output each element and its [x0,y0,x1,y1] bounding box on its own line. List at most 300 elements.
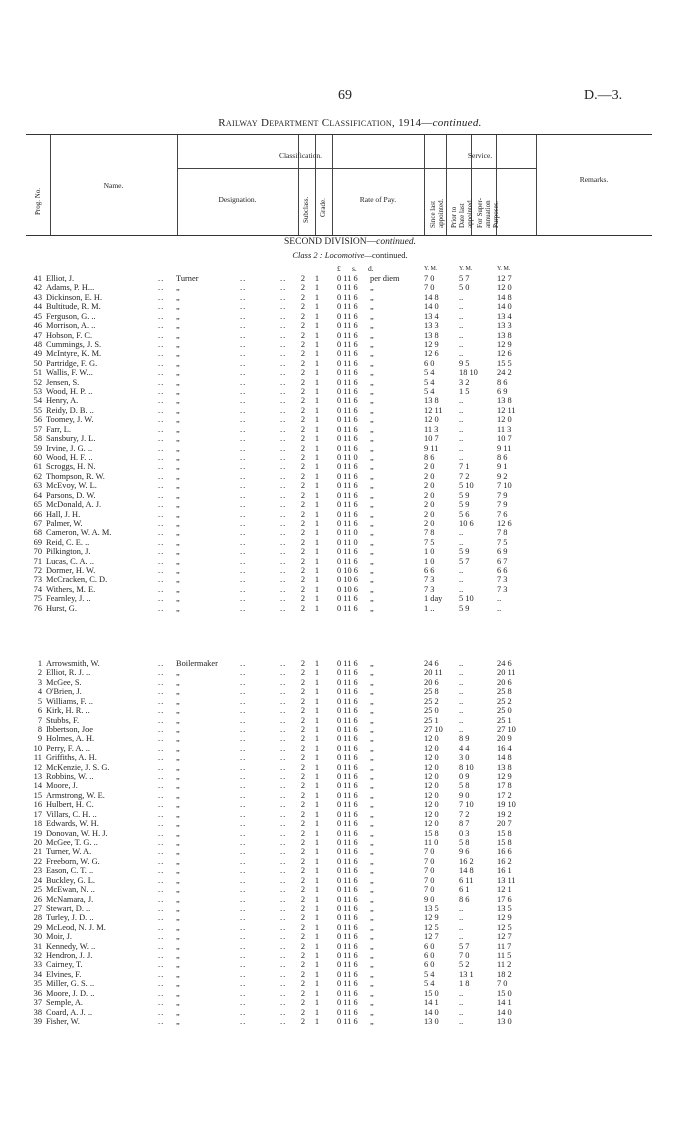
prog-no: 4 [37,687,42,697]
prog-no: 20 [33,837,42,847]
service-since-last: 7 8 [424,528,435,538]
service-superannuation: 7 5 [497,537,508,547]
grade: 1 [314,809,320,819]
prog-no: 2 [37,668,42,678]
leader-dots: .. [158,462,165,472]
employee-name: McGee, T. G. .. [46,837,98,847]
service-since-last: 9 0 [424,894,435,904]
service-prior-to: .. [459,913,464,923]
employee-name: Adams, P. H... [46,283,95,293]
pay-period: „ [370,998,374,1008]
service-superannuation: 6 9 [497,547,508,557]
employee-name: Griffiths, A. H. [46,753,97,763]
service-since-last: 6 0 [424,960,435,970]
designation: „ [176,677,180,687]
service-since-last: 20 11 [424,668,443,678]
leader-dots: .. [240,283,247,293]
employee-name: Palmer, W. [46,518,83,528]
prog-no: 55 [33,405,42,415]
service-prior-to: 3 0 [459,753,470,763]
designation: „ [176,292,180,302]
employee-name: Moir, J. [46,932,72,942]
employee-name: Fisher, W. [46,1016,80,1026]
pay-period: „ [370,809,374,819]
leader-dots: .. [240,951,247,961]
designation: „ [176,311,180,321]
table-row [0,913,700,922]
prog-no: 7 [37,715,42,725]
grade: 1 [314,922,320,932]
rate-of-pay: 0 11 6 [337,547,358,557]
service-since-last: 12 0 [424,790,439,800]
rate-of-pay: 0 11 6 [337,659,358,668]
service-superannuation: 7 10 [497,481,512,491]
service-superannuation: 8 6 [497,377,508,387]
leader-dots: .. [280,471,287,481]
designation-header: Designation. [218,195,257,204]
prog-no: 3 [37,677,42,687]
service-prior-to: .. [459,330,464,340]
grade: 1 [314,847,320,857]
leader-dots: .. [240,358,247,368]
service-prior-to: .. [459,292,464,302]
prog-no: 27 [33,903,42,913]
employee-name: Moore, J. [46,781,78,791]
employee-name: Elliot, R. J. .. [46,668,91,678]
table-row [0,810,700,819]
leader-dots: .. [240,396,247,406]
designation: „ [176,781,180,791]
service-prior-to: .. [459,998,464,1008]
designation: „ [176,330,180,340]
prog-no: 43 [33,292,42,302]
pay-period: „ [370,960,374,970]
service-since-last: 12 9 [424,913,439,923]
pay-period: „ [370,311,374,321]
prog-no: 64 [33,490,42,500]
pay-period: „ [370,405,374,415]
leader-dots: .. [280,415,287,425]
pay-period: „ [370,828,374,838]
subclass: 2 [300,462,306,472]
employee-name: Wood, H. F. .. [46,452,93,462]
pay-period: „ [370,537,374,547]
grade: 1 [314,856,320,866]
pay-period: „ [370,1016,374,1026]
employee-name: Morrison, A. .. [46,321,96,331]
grade: 1 [314,405,320,415]
table-row [0,349,700,358]
service-since-last: 25 1 [424,715,439,725]
employee-name: Holmes, A. H. [46,734,95,744]
rate-of-pay: 0 11 6 [337,387,358,397]
grade: 1 [314,292,320,302]
prog-no: 26 [33,894,42,904]
grade: 1 [314,434,320,444]
leader-dots: .. [280,377,287,387]
prog-no: 67 [33,518,42,528]
prog-no: 53 [33,387,42,397]
rate-of-pay: 0 11 6 [337,866,358,876]
title-main: Railway Department Classification, 1914— [218,117,433,129]
grade: 1 [314,339,320,349]
service-since-last: 7 0 [424,885,435,895]
rate-of-pay: 0 10 6 [337,566,358,576]
service-since-last: 9 11 [424,443,439,453]
leader-dots: .. [158,715,165,725]
employee-name: McEwan, N. .. [46,885,95,895]
designation: „ [176,668,180,678]
years-months-unit-2: Y. M. [459,266,473,272]
leader-dots: .. [280,311,287,321]
table-row [0,312,700,321]
subclass: 2 [300,885,306,895]
subclass: 2 [300,518,306,528]
subclass: 2 [300,894,306,904]
grade: 1 [314,1007,320,1017]
prog-no: 5 [37,696,42,706]
leader-dots: .. [158,998,165,1008]
subclass: 2 [300,274,306,283]
remarks-header: Remarks. [579,175,609,184]
service-prior-to: 5 8 [459,781,470,791]
pounds-unit: £ [337,264,341,273]
table-row [0,425,700,434]
leader-dots: .. [240,330,247,340]
service-superannuation: 10 7 [497,434,512,444]
table-row [0,575,700,584]
prog-no: 28 [33,913,42,923]
subclass: 2 [300,311,306,321]
employee-name: Hobson, F. C. [46,330,93,340]
grade: 1 [314,556,320,566]
rate-of-pay: 0 11 0 [337,537,358,547]
page-number: 69 [338,88,352,103]
designation: „ [176,837,180,847]
shillings-unit: s. [352,264,357,273]
leader-dots: .. [280,668,287,678]
designation: Boilermaker [176,659,218,668]
employee-name: Hurst, G. [46,603,77,613]
table-row [0,274,700,283]
service-prior-to: 5 10 [459,481,474,491]
rate-of-pay: 0 11 6 [337,903,358,913]
employee-name: O'Brien, J. [46,687,82,697]
grade: 1 [314,866,320,876]
leader-dots: .. [280,969,287,979]
rate-of-pay: 0 11 0 [337,452,358,462]
subclass: 2 [300,998,306,1008]
service-since-last: 11 3 [424,424,439,434]
leader-dots: .. [240,434,247,444]
service-superannuation: 16 4 [497,743,512,753]
service-prior-to: 18 10 [459,368,478,378]
grade: 1 [314,941,320,951]
pay-period: per diem [370,274,400,283]
rate-of-pay: 0 11 6 [337,979,358,989]
leader-dots: .. [240,292,247,302]
prog-no: 48 [33,339,42,349]
pay-period: „ [370,575,374,585]
pay-period: „ [370,819,374,829]
service-superannuation: 20 7 [497,819,512,829]
designation: „ [176,518,180,528]
grade: 1 [314,998,320,1008]
leader-dots: .. [280,659,287,668]
grade: 1 [314,396,320,406]
pay-period: „ [370,875,374,885]
designation: „ [176,462,180,472]
leader-dots: .. [280,932,287,942]
prog-no: 31 [33,941,42,951]
leader-dots: .. [158,387,165,397]
designation: „ [176,603,180,613]
subclass: 2 [300,330,306,340]
leader-dots: .. [158,339,165,349]
leader-dots: .. [280,706,287,716]
rate-of-pay: 0 11 6 [337,556,358,566]
section-subtitle-continued: continued. [371,250,408,260]
leader-dots: .. [158,724,165,734]
table-row [0,557,700,566]
pay-period: „ [370,490,374,500]
employee-name: McEvoy, W. L. [46,481,97,491]
designation: „ [176,913,180,923]
page-title [0,117,700,129]
employee-name: Wood, H. P. .. [46,387,93,397]
leader-dots: .. [158,547,165,557]
rate-of-pay: 0 11 6 [337,424,358,434]
leader-dots: .. [240,800,247,810]
leader-dots: .. [280,781,287,791]
prog-no: 72 [33,566,42,576]
service-since-last: 13 5 [424,903,439,913]
grade: 1 [314,518,320,528]
leader-dots: .. [280,274,287,283]
table-row [0,819,700,828]
rate-of-pay: 0 11 6 [337,462,358,472]
pay-period: „ [370,547,374,557]
leader-dots: .. [280,396,287,406]
subclass: 2 [300,481,306,491]
subclass: 2 [300,434,306,444]
subclass: 2 [300,781,306,791]
leader-dots: .. [280,283,287,293]
pay-period: „ [370,518,374,528]
rate-of-pay-header: Rate of Pay. [359,195,397,204]
table-row [0,547,700,556]
section-title-text: SECOND DIVISION— [284,237,377,247]
employee-name: Moore, J. D. .. [46,988,95,998]
rate-of-pay: 0 11 6 [337,941,358,951]
pay-period: „ [370,772,374,782]
leader-dots: .. [280,715,287,725]
leader-dots: .. [280,500,287,510]
employee-name: Ibbertson, Joe [46,724,93,734]
subclass: 2 [300,668,306,678]
table-row [0,998,700,1007]
table-row [0,378,700,387]
table-row [0,763,700,772]
service-since-last: 12 0 [424,772,439,782]
service-since-last: 7 0 [424,283,435,293]
leader-dots: .. [280,292,287,302]
leader-dots: .. [240,743,247,753]
leader-dots: .. [280,677,287,687]
designation: „ [176,481,180,491]
service-superannuation: 13 5 [497,903,512,913]
grade: 1 [314,875,320,885]
leader-dots: .. [280,800,287,810]
grade: 1 [314,274,320,283]
prog-no: 37 [33,998,42,1008]
subclass: 2 [300,490,306,500]
leader-dots: .. [240,969,247,979]
employee-name: Hendron, J. J. [46,951,93,961]
designation: „ [176,951,180,961]
service-superannuation: 16 1 [497,866,512,876]
table-row [0,942,700,951]
rate-of-pay: 0 11 6 [337,687,358,697]
service-prior-to: 9 0 [459,790,470,800]
grade: 1 [314,668,320,678]
pay-period: „ [370,443,374,453]
leader-dots: .. [280,1007,287,1017]
leader-dots: .. [280,462,287,472]
service-since-last: 2 0 [424,490,435,500]
service-superannuation: 7 3 [497,575,508,585]
leader-dots: .. [158,537,165,547]
service-superannuation: 13 11 [497,875,516,885]
leader-dots: .. [158,302,165,312]
table-row [0,716,700,725]
service-since-last: 2 0 [424,518,435,528]
prog-no: 45 [33,311,42,321]
grade: 1 [314,490,320,500]
pay-period: „ [370,1007,374,1017]
employee-name: Freeborn, W. G. [46,856,100,866]
prog-no: 51 [33,368,42,378]
rate-of-pay: 0 11 6 [337,594,358,604]
rate-of-pay: 0 11 6 [337,321,358,331]
pay-period: „ [370,330,374,340]
pay-period: „ [370,424,374,434]
grade: 1 [314,687,320,697]
employee-name: Dormer, H. W. [46,566,96,576]
prog-no: 8 [37,724,42,734]
employee-name: Turner, W. A. [46,847,92,857]
rate-of-pay: 0 11 6 [337,800,358,810]
service-superannuation: .. [497,594,502,604]
grade: 1 [314,537,320,547]
leader-dots: .. [158,415,165,425]
service-superannuation: 12 6 [497,518,512,528]
subclass: 2 [300,772,306,782]
rate-of-pay: 0 11 6 [337,856,358,866]
leader-dots: .. [280,753,287,763]
rate-of-pay: 0 11 6 [337,969,358,979]
service-prior-to: 6 1 [459,885,470,895]
service-prior-to: 8 6 [459,894,470,904]
leader-dots: .. [240,979,247,989]
service-prior-to: 16 2 [459,856,474,866]
subclass: 2 [300,575,306,585]
rate-of-pay: 0 11 6 [337,743,358,753]
grade: 1 [314,659,320,668]
employee-name: Perry, F. A. .. [46,743,90,753]
subclass: 2 [300,922,306,932]
designation: „ [176,547,180,557]
designation: „ [176,856,180,866]
designation: „ [176,932,180,942]
leader-dots: .. [280,490,287,500]
service-prior-to: .. [459,321,464,331]
grade: 1 [314,603,320,613]
service-since-last: 12 0 [424,415,439,425]
employee-name: Elvines, F. [46,969,82,979]
employee-name: Kennedy, W. .. [46,941,96,951]
table-row [0,283,700,292]
leader-dots: .. [280,1016,287,1026]
subclass: 2 [300,734,306,744]
prog-no: 75 [33,594,42,604]
service-superannuation: 25 2 [497,696,512,706]
leader-dots: .. [240,490,247,500]
designation: „ [176,368,180,378]
rate-of-pay: 0 11 6 [337,781,358,791]
pay-period: „ [370,781,374,791]
leader-dots: .. [158,875,165,885]
service-since-last: 13 8 [424,396,439,406]
subclass: 2 [300,856,306,866]
service-prior-to: .. [459,405,464,415]
subclass: 2 [300,500,306,510]
table-row [0,500,700,509]
pay-period: „ [370,462,374,472]
table-row [0,510,700,519]
leader-dots: .. [158,575,165,585]
leader-dots: .. [240,1007,247,1017]
service-header: Service. [467,151,493,160]
pay-period: „ [370,696,374,706]
table-row [0,302,700,311]
subclass: 2 [300,283,306,293]
rate-of-pay: 0 11 6 [337,998,358,1008]
subclass: 2 [300,706,306,716]
leader-dots: .. [280,302,287,312]
designation: „ [176,894,180,904]
service-superannuation: 15 8 [497,828,512,838]
service-prior-to: .. [459,415,464,425]
designation: „ [176,743,180,753]
leader-dots: .. [158,434,165,444]
grade: 1 [314,594,320,604]
table-row [0,340,700,349]
prog-no: 69 [33,537,42,547]
service-superannuation: 13 4 [497,311,512,321]
prog-no: 56 [33,415,42,425]
table-row [0,604,700,613]
subclass: 2 [300,584,306,594]
service-prior-to: .. [459,537,464,547]
employee-name: McCracken, C. D. [46,575,108,585]
service-since-last: 2 0 [424,462,435,472]
subclass: 2 [300,960,306,970]
designation: „ [176,349,180,359]
leader-dots: .. [158,321,165,331]
rate-of-pay: 0 11 6 [337,377,358,387]
rate-of-pay: 0 11 6 [337,913,358,923]
